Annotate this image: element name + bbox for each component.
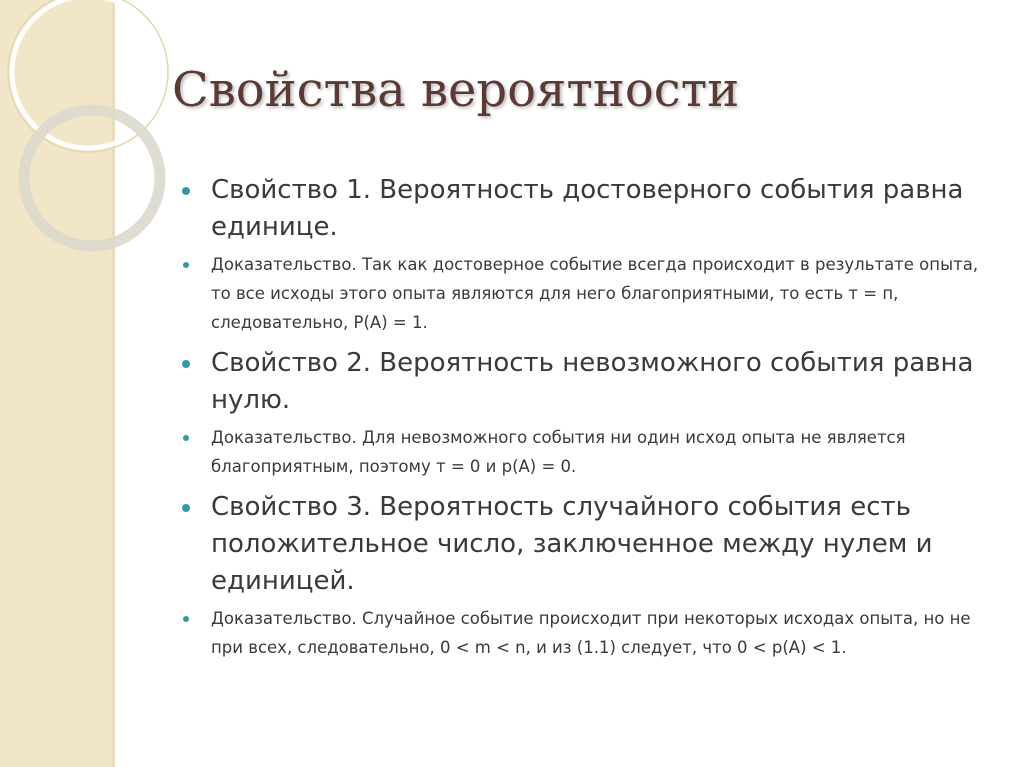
proof-2-text: Доказательство. Для невозможного события ни один исход опыта не является благоприятным, поэтому т = 0 и р(А) = 0. [211, 428, 906, 476]
bullet-icon [182, 187, 190, 195]
property-1-item [180, 172, 990, 246]
slide-title: Свойства вероятности [172, 62, 740, 118]
property-2-text: Свойство 2. Вероятность невозможного события равна нулю. [211, 348, 974, 415]
bullet-icon [183, 435, 189, 441]
bullet-icon [182, 504, 190, 512]
property-3-text: Свойство 3. Вероятность случайного события есть положительное число, заключенное между нулем и единицей. [211, 492, 933, 596]
bullet-icon [183, 262, 189, 268]
bullet-icon [183, 616, 189, 622]
proof-3-text: Доказательство. Случайное событие происходит при некоторых исходах опыта, но не при всех, следовательно, 0 < m < n, и из (1.1) следует, что 0 < р(А) < 1. [211, 609, 971, 657]
proof-2-item [180, 423, 990, 481]
proof-1-item [180, 250, 990, 337]
bullet-icon [182, 360, 190, 368]
decorative-rings [0, 0, 200, 260]
property-1-text: Свойство 1. Вероятность достоверного события равна единице. [211, 175, 964, 242]
property-2-item [180, 345, 990, 419]
bullet-list [180, 168, 990, 670]
proof-3-item [180, 604, 990, 662]
decorative-ring-small [24, 110, 160, 246]
proof-1-text: Доказательство. Так как достоверное событие всегда происходит в результате опыта, то все исходы этого опыта являются для него благоприятными, то есть т = п, следовательно, Р(А) = 1. [211, 255, 979, 332]
property-3-item [180, 489, 990, 600]
